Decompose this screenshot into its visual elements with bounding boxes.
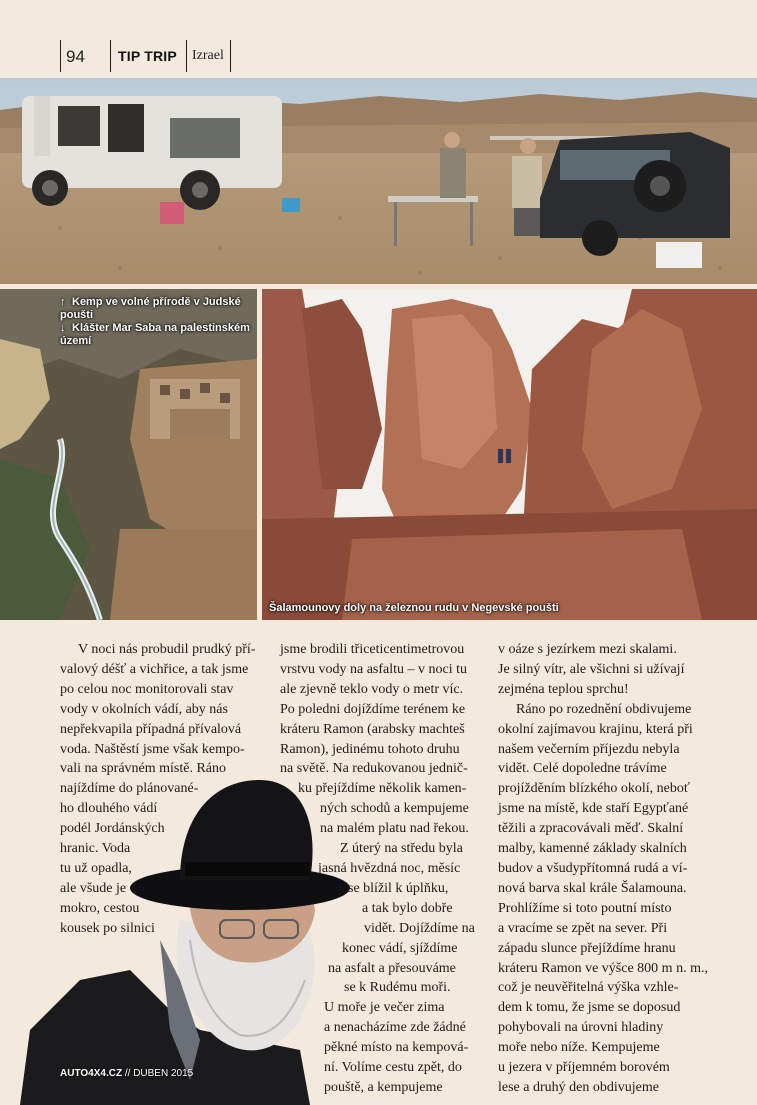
text-line: na světě. Na redukovanou jednič- [280, 761, 468, 777]
text-line: vidět. Dojíždíme na [364, 920, 475, 936]
header-rule [110, 40, 111, 72]
text-line: mokro, cestou [60, 900, 140, 916]
text-line: tu už opadla, [60, 860, 132, 876]
article-column-3 [498, 640, 708, 1098]
text-line: Prohlížíme si toto poutní místo [498, 900, 672, 916]
text-line: malby, kamenné základy skalních [498, 841, 687, 857]
text-line: nová barva skal krále Šalamouna. [498, 880, 687, 896]
text-line: pouště, a kempujeme [324, 1079, 443, 1095]
right-photo-caption: Šalamounovy doly na železnou rudu v Negevské poušti [269, 602, 559, 614]
text-line: na asfalt a přesouváme [328, 960, 456, 976]
text-line: podél Jordánských [60, 821, 165, 837]
text-line: voda. Naštěstí jsme však kempo- [60, 741, 245, 757]
text-line: jsme brodili třiceticentimetrovou [280, 642, 465, 657]
text-line: ale všude je [60, 880, 127, 896]
text-line: a nenacházíme zde žádné [324, 1020, 466, 1036]
magazine-name: AUTO4X4.CZ [60, 1068, 123, 1079]
text-line: u jezera v příjemném borovém [498, 1060, 670, 1076]
text-line: Po poledni dojíždíme terénem ke [280, 701, 466, 717]
footer-separator: // [124, 1068, 131, 1079]
text-line: hranic. Voda [60, 841, 131, 857]
text-line: se k Rudému moři. [344, 980, 451, 996]
monastery-canyon-photo [0, 289, 257, 620]
text-line: vidět. Celé dopoledne trávíme [498, 761, 667, 777]
text-line: okolní zajímavou krajinu, která při [498, 721, 693, 737]
text-line: ných schodů a kempujeme [320, 801, 469, 817]
text-line: budov a všudypřítomná rudá a ví- [498, 860, 688, 876]
text-line: v oáze s jezírkem mezi skalami. [498, 642, 677, 657]
text-line: jasná hvězdná noc, měsíc [318, 860, 461, 876]
text-line: západu slunce přejíždíme hranu [498, 940, 676, 956]
text-line: jsme na místě, kde staří Egypťané [498, 801, 689, 817]
text-line: moře nebo níže. Kempujeme [498, 1040, 660, 1056]
text-line: po celou noc monitorovali stav [60, 681, 234, 697]
text-line: Z úterý na středu byla [340, 841, 463, 857]
text-line: projížděním blízkého okolí, neboť [498, 781, 690, 797]
text-line: ní. Volíme cestu zpět, do [324, 1060, 462, 1076]
issue-date: DUBEN 2015 [133, 1068, 194, 1079]
text-line: kousek po silnici [60, 920, 155, 936]
desert-camp-photo [0, 78, 757, 284]
text-line: V noci nás probudil prudký pří- [78, 642, 256, 657]
text-line: kráteru Ramon (arabsky machteš [280, 721, 465, 737]
text-line: nepřekvapila případná přívalová [60, 721, 242, 737]
text-line: našem večerním příjezdu nebyla [498, 741, 680, 757]
country-label: Izrael [192, 48, 224, 63]
text-line: na malém platu nad řekou. [320, 821, 469, 837]
text-line: Ráno po rozednění obdivujeme [516, 701, 692, 717]
text-line: těžili a zpracovávali měď. Skalní [498, 821, 684, 837]
text-line: což je neuvěřitelná výška vzhle- [498, 980, 679, 996]
arrow-up-icon: ↑ [60, 296, 66, 308]
red-rock-cliffs-photo [262, 289, 757, 620]
left-photo-caption [60, 296, 255, 348]
text-line: Ramon), jedinému tohoto druhu [280, 741, 460, 757]
caption-monastery: ↓ Klášter Mar Saba na palestinském území [60, 322, 250, 347]
text-line: dem k tomu, že jsme se doposud [498, 1000, 681, 1016]
text-line: ale zjevně teklo vody o metr víc. [280, 681, 464, 697]
text-line: vody v okolních vádí, aby nás [60, 701, 228, 717]
header-rule [186, 40, 187, 72]
text-line: najíždíme do plánované- [60, 781, 199, 797]
article-column-2 [280, 640, 480, 1098]
text-line: ho dlouhého vádí [60, 801, 158, 817]
text-line: pěkné místo na kempová- [324, 1040, 469, 1056]
article-column-1 [60, 640, 260, 939]
section-title: TIP TRIP [118, 48, 177, 64]
header-rule [60, 40, 61, 72]
text-line: pohybovali na úrovni hladiny [498, 1020, 664, 1036]
page-footer [60, 1068, 193, 1079]
text-line: kráteru Ramon ve výšce 800 m n. m., [498, 960, 708, 976]
text-line: Je silný vítr, ale všichni si užívají [498, 661, 685, 677]
arrow-down-icon: ↓ [60, 322, 66, 334]
text-line: zejména teplou sprchu! [498, 681, 629, 697]
text-line: konec vádí, sjíždíme [342, 940, 458, 956]
text-line: vrstvu vody na asfaltu – v noci tu [280, 661, 468, 677]
text-line: lese a druhý den obdivujeme [498, 1079, 659, 1095]
header-rule [230, 40, 231, 72]
text-line: a vracíme se zpět na sever. Při [498, 920, 668, 936]
text-line: U moře je večer zima [324, 1000, 445, 1016]
page-number: 94 [66, 47, 85, 66]
text-line: valový déšť a vichřice, a tak jsme [60, 661, 249, 677]
text-line: a tak bylo dobře [362, 900, 453, 916]
caption-camp: ↑ Kemp ve volné přírodě v Judské poušti [60, 296, 241, 321]
text-line: ku přejíždíme několik kamen- [298, 781, 467, 797]
text-line: vali na správném místě. Ráno [60, 761, 227, 777]
text-line: se blížil k úplňku, [348, 880, 449, 896]
